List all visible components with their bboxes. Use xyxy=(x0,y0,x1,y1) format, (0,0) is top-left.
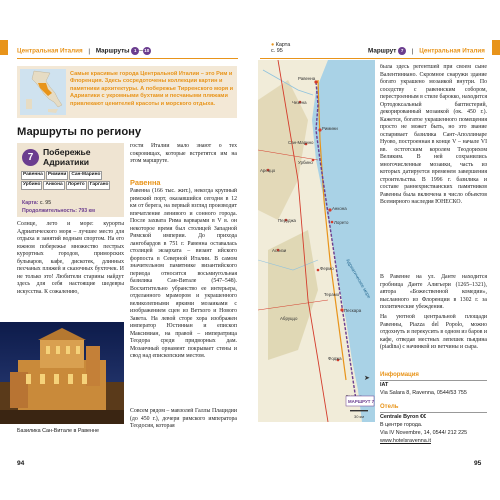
map-label: Чезена xyxy=(292,100,307,105)
route-label: Маршруты xyxy=(95,47,130,55)
header-rule xyxy=(260,58,484,59)
page-number-left: 94 xyxy=(17,460,25,467)
route-map-label: МАРШРУТ 7 xyxy=(348,399,375,404)
header-rule xyxy=(17,58,238,59)
stop-item: Гаргано xyxy=(88,181,111,190)
map-label: Урбино xyxy=(298,160,313,165)
map-label: Абруццо xyxy=(280,316,298,321)
map-label: Анкона xyxy=(332,206,347,211)
section-tab xyxy=(492,40,500,55)
info-heading: Информация xyxy=(380,372,419,378)
map-label: Ареццо xyxy=(260,168,276,173)
map-ref: ● Карта с. 95 xyxy=(271,42,291,54)
stop-item: Урбино xyxy=(21,181,42,190)
photo-caption: Базилика Сан-Витале в Равенне xyxy=(17,428,99,434)
page-number-right: 95 xyxy=(474,460,482,467)
map-label: Фоджа xyxy=(328,356,342,361)
map-label: Фермо xyxy=(320,266,334,271)
map-pin-icon: ● xyxy=(271,42,275,48)
running-header-right: Маршрут 7 | Центральная Италия xyxy=(368,47,485,55)
ravenna-text: Равенна (166 тыс. жит.), некогда крупный римский порт, оказавшийся сегодня в 12 км от берега, на первый взгляд производит впечатление ленивого и сонного города. После захвата Рима варварами в V в. он некоторое время был столицей Западной Римской империи. До прихода лангобардов в 751 г. Равенна оставалась столицей экзархата – визант ийского форпоста в Северной Италии. В самом значительном памятнике византийского периода относится восьмиугольная базилика Сан-Витале (547–548). Восхитительно убранство ее интерьера, отделанного мрамором и украшенного великолепными яркими мозаиками с изображением сцен из Ветхого и Нового Завета. На левой сторе хора изображен император Юстиниан и епископ Максимиан, на правой – императрица Теодора среди придворных дам. Мозаичный орнамент покрывает стены и свод над епископским местом. xyxy=(130,188,237,359)
map-label: Лорето xyxy=(334,220,349,225)
map-label: Римини xyxy=(322,126,338,131)
italy-map-icon xyxy=(20,69,66,115)
stop-item: Римини xyxy=(46,171,69,180)
stop-item: Равенна xyxy=(21,171,45,180)
info-rule xyxy=(380,380,487,381)
hotel-website[interactable]: www.hotelsravenna.it xyxy=(380,438,431,444)
info-address: Via Salara 8, Ravenna, 0544/53 755 xyxy=(380,390,467,396)
body-text-piazza: На уютной центральной площади Равенны, Piazza del Popolo, можно отдохнуть и перекусить в одном из баров и кафе, отведав местных лепешек пьядина (piadina) с начинкой из ветчины и сыра. xyxy=(380,314,487,350)
ravenna-heading: Равенна xyxy=(130,178,161,187)
route-label: Маршрут xyxy=(368,47,397,55)
body-text-col2-tail: Совсем рядом – мавзолей Галлы Плацидии (до 450 г.), дочери римского императора Теодосия, которая xyxy=(130,408,237,429)
intro-box xyxy=(17,66,237,118)
map-label: Ассизи xyxy=(272,248,287,253)
intro-text: Самые красивые города Центральной Италии – это Рим и Флоренция. Здесь сосредоточены коллекции картин и памятники архитектуры. А побережье Тирренского моря и Адриатики с укромными бухтами и песчаными пляжами привлекают ценителей красоты и морского отдыха. xyxy=(70,71,234,107)
stop-item: Лорето xyxy=(66,181,87,190)
page-heading: Маршруты по региону xyxy=(17,126,142,138)
route-stops xyxy=(21,171,122,191)
body-text-dante: В Равенне на ул. Данте находится гробница Данте Алигьери (1265–1321), автора «Божественной комедии», высланного из Флоренции в 1302 г. за политические убеждения. xyxy=(380,274,487,310)
hotel-name: Centrale Byron €€ xyxy=(380,414,427,420)
route-meta: Карта: с. 95 Продолжительность: 793 км xyxy=(22,200,95,214)
compass-icon: ➤ xyxy=(364,375,370,382)
route-map xyxy=(258,60,375,422)
running-header: Центральная Италия | Маршруты 1 –10 xyxy=(17,47,150,55)
body-text-col2-top: гости Италии мало знают о тех сокровищах, которые встретятся им на этом маршруте. xyxy=(130,143,237,164)
hotel-address: Via IV Novembre, 14, 0544/ 212 225 xyxy=(380,430,468,436)
info-org: IAT xyxy=(380,382,389,388)
map-label: Терамо xyxy=(324,292,340,297)
route-title: Побережье Адриатики xyxy=(43,147,91,167)
stop-item: Сан-Марино xyxy=(69,171,102,180)
route-badge-to: 10 xyxy=(144,48,150,53)
section-tab xyxy=(0,40,8,55)
map-scale: 30 км xyxy=(354,414,365,419)
map-label: Равенна xyxy=(298,76,316,81)
route-badge: 7 xyxy=(398,47,406,55)
body-text-col1: Солнце, лето и море: курорты Адриатического моря – лучшее место для отдыха и занятий водным спортом. На его южном побережье множество пестрых курортных городов, приморских бульваров, кафе, дискотек, длинных песчаных пляжей и сказочных бухточек. И не только это! Любители старины найдут здесь для себя настоящие шедевры искусства. К сожалению, xyxy=(17,221,124,295)
section-name: Центральная Италия xyxy=(419,47,485,55)
map-label: Пескара xyxy=(344,308,362,313)
hotel-desc: В центре города. xyxy=(380,422,423,428)
hotel-rule xyxy=(380,412,487,413)
map-sea-label: Адриатическое море xyxy=(345,258,372,300)
stop-item: Анкона xyxy=(43,181,64,190)
section-name: Центральная Италия xyxy=(17,47,83,55)
route-box xyxy=(17,143,124,217)
body-text-col3: была здесь регентшей при своем сыне Валентиниано. Скромное снаружи здание богато украшено мозаикой внутри. По соседству с равеннским собором, перестроенным в стиле барокко, находится Ортодоксальный баптистерий, декорированный мозаикой (ок. 450 г.). Кажется, богатое украшенного помещения просто не может быть, но это звание оспаривает базилика Сант-Аполлинаре Нуово, построенная в конце V – начале VI вв. остготским королем Теодорихом Великим. В ней сохранились многочисленные мозаики, часть из которых датируется временем завершения строительства. В 1996 г. базилика и составе раннехристианских памятников Равенны была включена в число объектов Всемирного наследия ЮНЕСКО. xyxy=(380,64,487,205)
route-badge-from: 1 xyxy=(131,47,139,55)
map-label: Сан-Марино xyxy=(288,140,314,145)
right-page xyxy=(250,0,500,500)
route-number: 7 xyxy=(22,149,39,166)
basilica-photo xyxy=(0,322,124,424)
map-label: Перуджа xyxy=(278,218,296,223)
hotel-heading: Отель xyxy=(380,404,399,410)
